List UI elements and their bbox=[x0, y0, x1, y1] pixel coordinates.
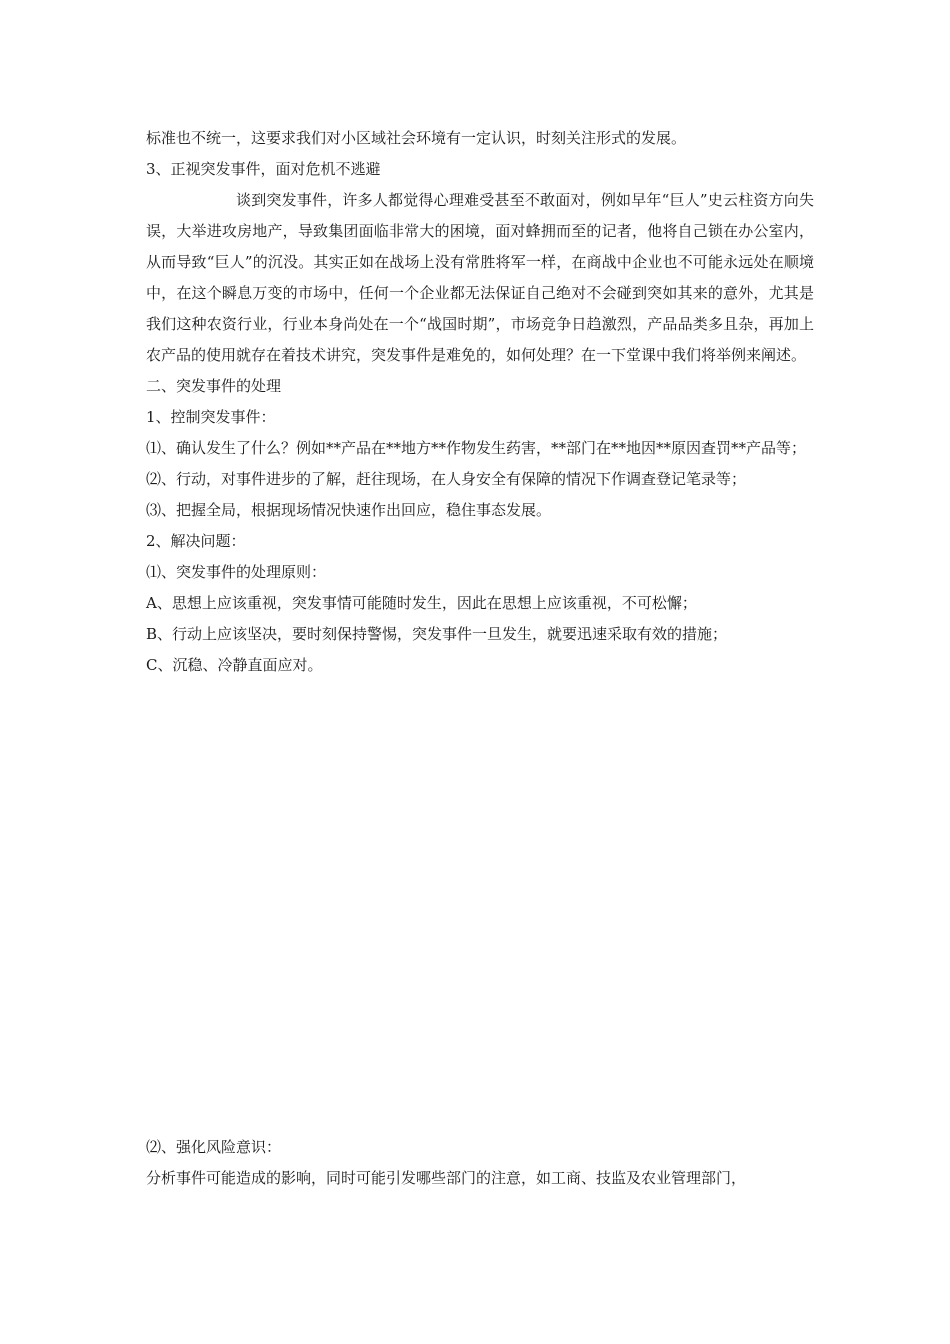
risk-heading: ⑵、强化风险意识： bbox=[146, 1138, 282, 1156]
subsection-heading-3: 3、正视突发事件，面对危机不逃避 bbox=[146, 160, 381, 178]
upper-text-block bbox=[146, 123, 814, 681]
principle-heading: ⑴、突发事件的处理原则： bbox=[146, 563, 327, 581]
solve-heading: 2、解决问题： bbox=[146, 532, 246, 550]
control-item-2: ⑵、行动，对事件进步的了解，赶往现场，在人身安全有保障的情况下作调查登记笔录等； bbox=[146, 470, 747, 488]
principle-c: C、沉稳、冷静直面应对。 bbox=[146, 656, 323, 674]
crisis-paragraph: 谈到突发事件，许多人都觉得心理难受甚至不敢面对，例如早年“巨人”史云柱资方向失误，大举进攻房地产，导致集团面临非常大的困境，面对蜂拥而至的记者，他将自己锁在办公室内，从而导致“巨人”的沉没。其实正如在战场上没有常胜将军一样，在商战中企业也不可能永远处在顺境中，在这个瞬息万变的市场中，任何一个企业都无法保证自己绝对不会碰到突如其来的意外，尤其是我们这种农资行业，行业本身尚处在一个“战国时期”，市场竞争日趋激烈，产品品类多且杂，再加上农产品的使用就存在着技术讲究，突发事件是难免的，如何处理？在一下堂课中我们将举例来阐述。 bbox=[146, 191, 814, 364]
control-heading: 1、控制突发事件： bbox=[146, 408, 276, 426]
principle-b: B、行动上应该坚决，要时刻保持警惕，突发事件一旦发生，就要迅速采取有效的措施； bbox=[146, 625, 728, 643]
control-item-1: ⑴、确认发生了什么？例如**产品在**地方**作物发生药害，**部门在**地因**原因查罚**产品等； bbox=[146, 439, 807, 457]
continuation-line: 标准也不统一，这要求我们对小区域社会环境有一定认识，时刻关注形式的发展。 bbox=[146, 129, 687, 147]
risk-paragraph: 分析事件可能造成的影响，同时可能引发哪些部门的注意，如工商、技监及农业管理部门， bbox=[146, 1169, 747, 1187]
section-heading-2: 二、突发事件的处理 bbox=[146, 377, 282, 395]
lower-text-block bbox=[146, 1132, 814, 1194]
control-item-3: ⑶、把握全局，根据现场情况快速作出回应，稳住事态发展。 bbox=[146, 501, 552, 519]
principle-a: A、思想上应该重视，突发事情可能随时发生，因此在思想上应该重视，不可松懈； bbox=[146, 594, 697, 612]
